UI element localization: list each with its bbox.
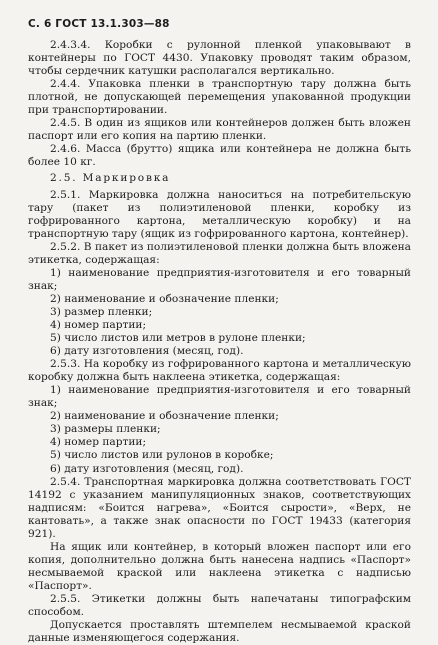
paragraph: 4) номер партии; [50,436,147,449]
paragraph: 2.4.5. В один из ящиков или контейнеров должен быть вложен паспорт или его копия на партию пленки. [28,117,411,143]
paragraph: 2) наименование и обозначение пленки; [50,410,279,423]
paragraph: 5) число листов или рулонов в коробке; [50,449,274,462]
paragraph: 2.5.5. Этикетки должны быть напечатаны типографским способом. [28,592,411,619]
paragraph: 2.5.3. На коробку из гофрированного картона и металлическую коробку должна быть наклеена этикетка, содержащая: [28,358,411,384]
section-heading: 2.5. Маркировка [50,172,171,185]
paragraph: 2.4.3.4. Коробки с рулонной пленкой упаковывают в контейнеры по ГОСТ 4430. Упаковку проводят таким образом, чтобы сердечник катушки располагался вертикально. [28,39,411,78]
paragraph: 1) наименование предприятия-изготовителя и его товарный знак; [28,384,411,410]
paragraph: 3) размеры пленки; [50,423,161,436]
paragraph: 5) число листов или метров в рулоне пленки; [50,332,306,345]
paragraph: 2.5.1. Маркировка должна наноситься на потребительскую тару (пакет из полиэтиленовой пленки, коробку из гофрированного картона, металлическую коробку) и на транспортную тару (ящик из гофрированного картона, контейнер). [28,188,411,240]
paragraph: 6) дату изготовления (месяц, год). [50,345,244,358]
paragraph: Допускается проставлять штемпелем несмываемой краской данные изменяющегося содержания. [28,619,411,645]
paragraph: 2) наименование и обозначение пленки; [50,292,279,305]
paragraph: 2.4.6. Масса (брутто) ящика или контейнера не должна быть более 10 кг. [28,143,411,169]
paragraph: 2.4.4. Упаковка пленки в транспортную тару должна быть плотной, не допускающей перемещения упакованной продукции при транспортировании. [28,78,411,117]
paragraph: 1) наименование предприятия-изготовителя и его товарный знак; [28,266,411,292]
page-header: С. 6 ГОСТ 13.1.303—88 [28,18,170,30]
paragraph: 4) номер партии; [50,318,147,331]
paragraph: 6) дату изготовления (месяц, год). [50,462,244,475]
paragraph: 2.5.4. Транспортная маркировка должна соответствовать ГОСТ 14192 с указанием манипуляционных знаков, соответствующих надписям: «Боится нагрева», «Боится сырости», «Верх, не кантовать», а также знак опасности по ГОСТ 19433 (категория 921). [28,475,411,540]
document-body [28,39,411,645]
paragraph: 2.5.2. В пакет из полиэтиленовой пленки должна быть вложена этикетка, содержащая: [28,240,411,266]
paragraph: 3) размер пленки; [50,305,153,318]
paragraph: На ящик или контейнер, в который вложен паспорт или его копия, дополнительно должна быть нанесена надпись «Паспорт» несмываемой краской или наклеена этикетка с надписью «Паспорт». [28,540,411,592]
